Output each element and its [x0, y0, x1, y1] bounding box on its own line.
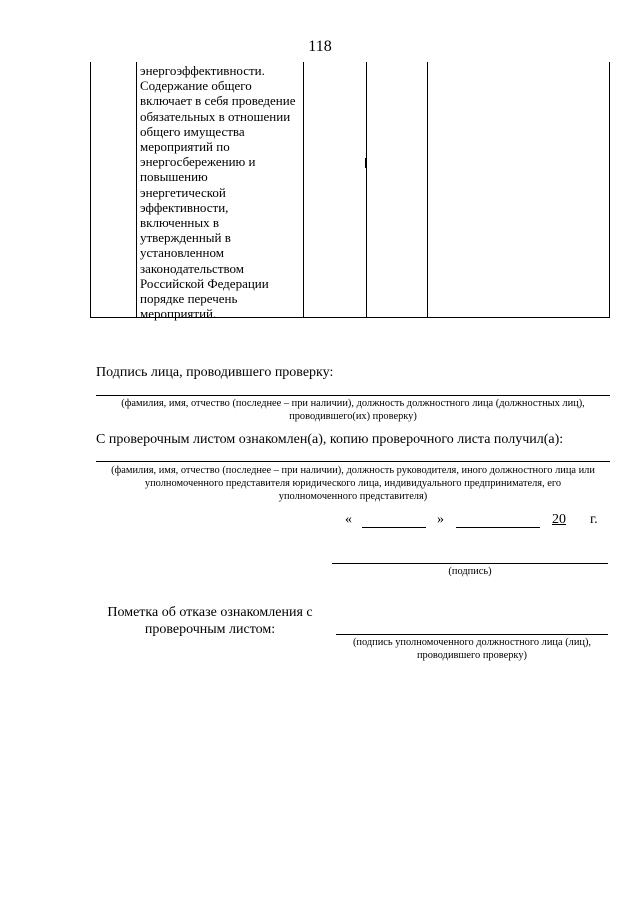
cell-line: энергетической	[140, 184, 226, 200]
refusal-signature-line[interactable]	[336, 634, 608, 635]
checklist-table-fragment	[90, 62, 610, 322]
signer-fill-line[interactable]	[96, 395, 610, 396]
signature-caption: (подпись)	[448, 566, 492, 577]
cell-line: обязательных в отношении	[140, 108, 291, 124]
caption-line: уполномоченного представителя юридического лица, индивидуального предпринимателя, его	[144, 478, 562, 489]
signature-line[interactable]	[332, 563, 608, 564]
cell-line: энергосбережению и	[140, 154, 256, 170]
cell-line: энергоэффективности.	[140, 63, 265, 78]
caption-line: проводившего проверку)	[416, 650, 527, 661]
date-year-suffix: г.	[590, 512, 598, 527]
requirement-cell	[140, 63, 300, 321]
cell-line: утвержденный в	[140, 230, 231, 246]
date-close-quote: »	[437, 512, 444, 527]
caption-line: (фамилия, имя, отчество (последнее – при наличии), должность руководителя, иного должностного лица или	[111, 465, 595, 476]
cell-line: законодательством	[140, 260, 245, 276]
refusal-caption	[336, 636, 608, 662]
date-open-quote: «	[345, 512, 352, 527]
date-year-field[interactable]: 20	[552, 512, 566, 527]
cell-line: Содержание общего	[140, 78, 252, 94]
date-month-field[interactable]	[456, 527, 540, 528]
acknowledgement-caption	[86, 464, 620, 503]
signer-caption	[96, 397, 610, 423]
acknowledgement-label: С проверочным листом ознакомлен(а), копию проверочного листа получил(а):	[96, 432, 564, 447]
table-column-divider	[136, 62, 137, 317]
cell-line: Российской Федерации	[140, 275, 269, 291]
caption-line: проводившего(их) проверку)	[289, 411, 417, 422]
cell-line: включает в себя проведение	[140, 93, 296, 109]
cell-line: установленном	[140, 245, 224, 261]
caption-line: уполномоченного представителя)	[278, 491, 428, 502]
cell-line: повышению	[140, 169, 208, 185]
table-column-divider	[427, 62, 428, 317]
cell-line: мероприятий.	[140, 306, 217, 322]
cell-line: эффективности,	[140, 199, 229, 215]
refusal-label-line: Пометка об отказе ознакомления с	[107, 605, 313, 620]
page-number: 118	[308, 38, 332, 55]
caption-line: (подпись уполномоченного должностного лица (лиц),	[352, 637, 592, 648]
cell-line: включенных в	[140, 215, 220, 231]
table-column-divider	[366, 62, 367, 317]
acknowledgement-fill-line[interactable]	[96, 461, 610, 462]
table-column-divider	[303, 62, 304, 317]
refusal-label-line: проверочным листом:	[144, 622, 276, 637]
cell-line: порядке перечень	[140, 291, 238, 307]
caption-line: (фамилия, имя, отчество (последнее – при наличии), должность должностного лица (должностных лиц),	[121, 398, 585, 409]
date-day-field[interactable]	[362, 527, 426, 528]
signer-label: Подпись лица, проводившего проверку:	[96, 365, 334, 380]
cell-line: мероприятий по	[140, 139, 230, 155]
refusal-label	[100, 604, 320, 638]
table-mark	[365, 158, 366, 168]
cell-line: общего имущества	[140, 123, 245, 139]
